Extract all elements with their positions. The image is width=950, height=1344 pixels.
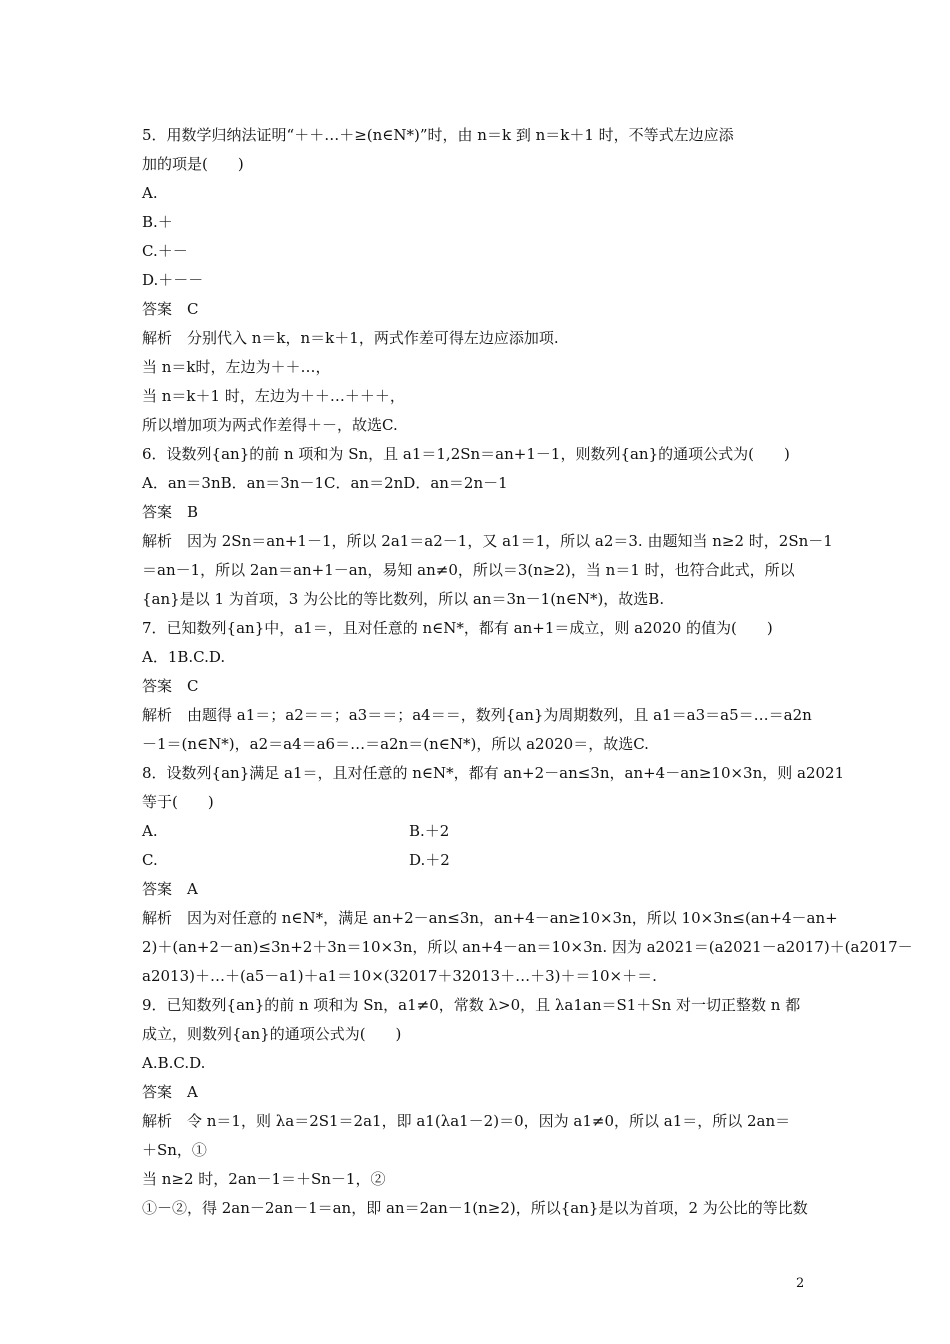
text-line: a2013)＋…＋(a5－a1)＋a1＝10×(32017＋32013＋…＋3)＋＝10×＋＝. — [142, 967, 657, 985]
text-line: A．an＝3nB．an＝3n－1C．an＝2nD．an＝2n－1 — [142, 474, 508, 492]
text-line: 6．设数列{an}的前 n 项和为 Sn，且 a1＝1,2Sn＝an+1－1，则数列{an}的通项公式为( ) — [142, 445, 790, 463]
q8-option-a: A. — [142, 822, 158, 840]
text-line: 解析 因为对任意的 n∈N*，满足 an+2－an≤3n，an+4－an≥10×3n，所以 10×3n≤(an+4－an+ — [142, 909, 838, 927]
text-line: 当 n≥2 时，2an－1＝＋Sn－1，② — [142, 1170, 386, 1188]
text-line: 加的项是( ) — [142, 155, 244, 173]
text-line: A. — [142, 184, 158, 202]
text-line: {an}是以 1 为首项，3 为公比的等比数列，所以 an＝3n－1(n∈N*)，故选B. — [142, 590, 665, 608]
text-line: 成立，则数列{an}的通项公式为( ) — [142, 1025, 402, 1043]
text-line: 答案 B — [142, 503, 199, 521]
text-line: ＋Sn，① — [142, 1141, 207, 1159]
q8-option-b: B.＋2 — [409, 822, 450, 840]
text-line: B.＋ — [142, 213, 173, 231]
text-line: 答案 C — [142, 300, 199, 318]
text-line: A．1B.C.D. — [142, 648, 226, 666]
q8-options-row-1 — [142, 817, 814, 846]
text-line: －1＝(n∈N*)，a2＝a4＝a6＝…＝a2n＝(n∈N*)，所以 a2020＝，故选C. — [142, 735, 649, 753]
text-line: 解析 分别代入 n＝k，n＝k＋1，两式作差可得左边应添加项. — [142, 329, 559, 347]
q8-option-d: D.＋2 — [409, 851, 450, 869]
text-line: 解析 由题得 a1＝；a2＝＝；a3＝＝；a4＝＝，数列{an}为周期数列，且 a1＝a3＝a5＝…＝a2n — [142, 706, 812, 724]
text-line: 解析 因为 2Sn＝an+1－1，所以 2a1＝a2－1，又 a1＝1，所以 a2＝3. 由题知当 n≥2 时，2Sn－1 — [142, 532, 833, 550]
text-line: 答案 A — [142, 880, 198, 898]
text-line: 等于( ) — [142, 793, 214, 811]
text-line: 解析 令 n＝1，则 λa＝2S1＝2a1，即 a1(λa1－2)＝0，因为 a1≠0，所以 a1＝，所以 2an＝ — [142, 1112, 791, 1130]
text-line: ＝an－1，所以 2an＝an+1－an，易知 an≠0，所以＝3(n≥2)，当 n＝1 时，也符合此式，所以 — [142, 561, 795, 579]
text-line: 9．已知数列{an}的前 n 项和为 Sn，a1≠0，常数 λ>0，且 λa1an＝S1＋Sn 对一切正整数 n 都 — [142, 996, 801, 1014]
text-line: 7．已知数列{an}中，a1＝，且对任意的 n∈N*，都有 an+1＝成立，则 a2020 的值为( ) — [142, 619, 773, 637]
text-line: 所以增加项为两式作差得＋－，故选C. — [142, 416, 398, 434]
text-line: 当 n＝k＋1 时，左边为＋＋…＋＋＋， — [142, 387, 405, 405]
text-line: 8．设数列{an}满足 a1＝，且对任意的 n∈N*，都有 an+2－an≤3n，an+4－an≥10×3n，则 a2021 — [142, 764, 845, 782]
text-line: 答案 A — [142, 1083, 198, 1101]
text-line: 2)＋(an+2－an)≤3n+2＋3n＝10×3n，所以 an+4－an＝10×3n. 因为 a2021＝(a2021－a2017)＋(a2017－ — [142, 938, 913, 956]
text-line: 5．用数学归纳法证明“＋＋…＋≥(n∈N*)”时，由 n＝k 到 n＝k＋1 时，不等式左边应添 — [142, 126, 734, 144]
text-line: C.＋－ — [142, 242, 188, 260]
page-number: 2 — [796, 1276, 805, 1291]
text-line: D.＋－－ — [142, 271, 204, 289]
text-line: ①－②，得 2an－2an－1＝an，即 an＝2an－1(n≥2)，所以{an}是以为首项，2 为公比的等比数 — [142, 1199, 808, 1217]
q8-options-row-2 — [142, 846, 814, 875]
q8-option-c: C. — [142, 851, 158, 869]
page-content — [142, 121, 913, 1223]
text-line: A.B.C.D. — [142, 1054, 206, 1072]
text-line: 答案 C — [142, 677, 199, 695]
text-line: 当 n＝k时，左边为＋＋…， — [142, 358, 331, 376]
